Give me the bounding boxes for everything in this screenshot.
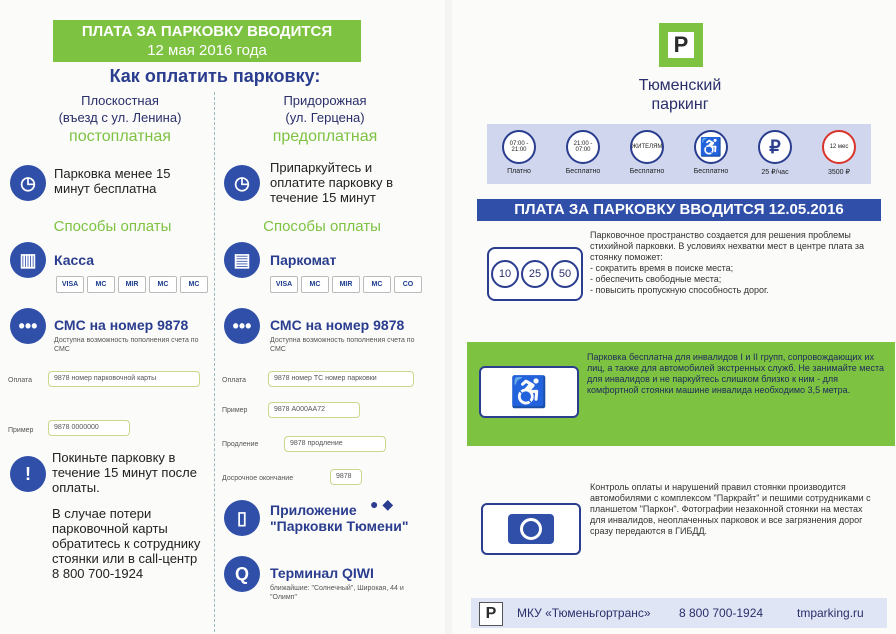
- clock-icon: ◷: [10, 165, 46, 201]
- visa-logo: VISA: [270, 276, 298, 293]
- maestro-logo: MC: [363, 276, 391, 293]
- cashier-icon: ▥: [10, 242, 46, 278]
- coin-25: 25: [521, 260, 549, 288]
- qiwi-icon: Q: [224, 556, 260, 592]
- ring-residents: ЖИТЕЛЯМ: [630, 130, 664, 164]
- leave-title: Покиньте парковку в течение 15 минут после оплаты.: [52, 450, 197, 495]
- early-field: 9878: [330, 469, 362, 485]
- left-banner-line2: 12 мая 2016 года: [147, 42, 267, 59]
- purpose-paragraph: [590, 230, 880, 296]
- leave-note: В случае потери парковочной карты обратитесь к сотруднику стоянки или в call-центр 8 800 700-1924: [52, 506, 201, 581]
- footer-site[interactable]: tmparking.ru: [797, 606, 864, 620]
- app-label: Приложение: [270, 502, 357, 518]
- mastercard-logo: MC: [87, 276, 115, 293]
- ring-label-4: 25 ₽/час: [761, 169, 789, 176]
- blue-banner: ПЛАТА ЗА ПАРКОВКУ ВВОДИТСЯ 12.05.2016: [477, 199, 881, 221]
- sms-icon-2: •••: [224, 308, 260, 344]
- ruble-icon: ₽: [758, 130, 792, 164]
- sms-note-1: Доступна возможность пополнения счета по СМС: [54, 337, 199, 353]
- methods-heading-1: Способы оплаты: [53, 218, 172, 235]
- disabled-text: Парковка бесплатна для инвалидов I и II групп, сопровождающих их лиц, а также для автомобилей экстренных служб. Не занимайте места для инвалидов и не паркуйтесь слишком близко к ним - для комфортной стоянки машине инвалида необходимо 3,5 метра.: [587, 352, 884, 395]
- col1-title: Плоскостная: [81, 93, 159, 108]
- brand-name: [600, 76, 760, 114]
- col2-sub: (ул. Герцена): [285, 110, 365, 125]
- camera-icon: [481, 503, 581, 555]
- prod-label: Продление: [222, 441, 259, 448]
- col2-title: Придорожная: [283, 93, 367, 108]
- control-text: Контроль оплаты и нарушений правил стоянки производится автомобилями с комплексом "Паркрайт" и пешими сотрудниками с планшетом "Паркон". Фотографии незаконной стоянки на местах для инвалидов, неоплаченных парковок и все загрязнения дорог сразу передаются в ГИБДД.: [590, 482, 871, 536]
- card-logo: CO: [394, 276, 422, 293]
- opl-field-1: 9878 номер парковочной карты: [48, 371, 200, 387]
- prim-label-2: Пример: [222, 407, 248, 414]
- bullet-3: - повысить пропускную способность дорог.: [590, 285, 769, 295]
- early-label: Досрочное окончание: [222, 475, 294, 482]
- opl-field-2: 9878 номер ТС номер парковки: [268, 371, 414, 387]
- qiwi-note: ближайшие: "Солнечный", Широкая, 44 и "Олимп": [270, 585, 404, 601]
- disabled-info-box: [467, 342, 895, 446]
- column-divider: [214, 92, 215, 632]
- footer-org: МКУ «Тюменьгортранс»: [517, 606, 651, 620]
- prod-field: 9878 продление: [284, 436, 386, 452]
- col1-type: постоплатная: [69, 128, 171, 145]
- parking-meter-icon: ▤: [224, 242, 260, 278]
- sms-icon: •••: [10, 308, 46, 344]
- bullet-1: - сократить время в поиске места;: [590, 263, 734, 273]
- exclamation-icon: !: [10, 456, 46, 492]
- logo-letter: P: [668, 32, 694, 58]
- left-brochure: [0, 0, 445, 634]
- coin-50: 50: [551, 260, 579, 288]
- col2-type: предоплатная: [272, 128, 378, 145]
- footer-logo: P: [479, 602, 503, 626]
- qiwi-label: Терминал QIWI: [270, 565, 374, 581]
- cash-label: Касса: [54, 252, 95, 268]
- meter-label: Паркомат: [270, 252, 337, 268]
- apple-android-icon: ● ◆: [370, 496, 394, 512]
- footer-phone: 8 800 700-1924: [679, 606, 764, 620]
- purpose-text: Парковочное пространство создается для решения проблемы стихийной парковки. В условиях нехватки мест в центре плата за стоянку поможет:: [590, 230, 865, 262]
- mir-logo: MIR: [332, 276, 360, 293]
- card-logos-2: [270, 276, 422, 293]
- bullet-2: - обеспечить свободные места;: [590, 274, 722, 284]
- footer-bar: [471, 598, 887, 628]
- maestro-logo: MC: [149, 276, 177, 293]
- tyumen-parking-logo: [659, 23, 703, 67]
- mastercard-logo: MC: [301, 276, 329, 293]
- col1-sub: (въезд с ул. Ленина): [58, 110, 182, 125]
- visa-logo: VISA: [56, 276, 84, 293]
- prim-label-1: Пример: [8, 427, 34, 434]
- card-logo: MC: [180, 276, 208, 293]
- clock-icon-2: ◷: [224, 165, 260, 201]
- brand-line1: Тюменский: [638, 77, 722, 94]
- app-name: "Парковки Тюмени": [270, 518, 409, 534]
- left-banner-line1: ПЛАТА ЗА ПАРКОВКУ ВВОДИТСЯ: [81, 23, 333, 40]
- opl-label-1: Оплата: [8, 377, 33, 384]
- col1-note: Парковка менее 15 минут бесплатна: [54, 166, 171, 196]
- card-logos-1: [56, 276, 208, 293]
- col2-header: [240, 92, 410, 126]
- ring-subscription: 12 мес: [822, 130, 856, 164]
- ring-label-1: Бесплатно: [565, 168, 601, 175]
- ring-label-0: Платно: [507, 168, 531, 175]
- methods-heading-2: Способы оплаты: [263, 218, 381, 235]
- prim-field-1: 9878 0000000: [48, 420, 130, 436]
- ring-paid-hours: 07:00 - 21:00: [502, 130, 536, 164]
- wheelchair-icon-large: ♿: [479, 366, 579, 418]
- ring-free-hours: 21:00 - 07:00: [566, 130, 600, 164]
- coins-icon: [487, 247, 583, 301]
- smartphone-icon: ▯: [224, 500, 260, 536]
- ring-label-3: Бесплатно: [693, 168, 729, 175]
- coin-10: 10: [491, 260, 519, 288]
- left-banner: [53, 20, 361, 62]
- brand-line2: паркинг: [651, 96, 709, 113]
- ring-label-5: 3500 ₽: [828, 169, 850, 176]
- sms-label-2: СМС на номер 9878: [270, 317, 405, 333]
- opl-label-2: Оплата: [222, 377, 247, 384]
- wheelchair-icon: ♿: [694, 130, 728, 164]
- col2-note: Припаркуйтесь и оплатите парковку в течение 15 минут: [270, 160, 393, 205]
- how-to-pay-title: Как оплатить парковку:: [109, 66, 321, 86]
- tariff-strip: [487, 124, 871, 184]
- sms-label-1: СМС на номер 9878: [54, 317, 189, 333]
- col1-header: [40, 92, 200, 126]
- mir-logo: MIR: [118, 276, 146, 293]
- prim-field-2: 9878 А000АА72: [268, 402, 360, 418]
- ring-label-2: Бесплатно: [629, 168, 665, 175]
- sms-note-2: Доступна возможность пополнения счета по СМС: [270, 337, 415, 353]
